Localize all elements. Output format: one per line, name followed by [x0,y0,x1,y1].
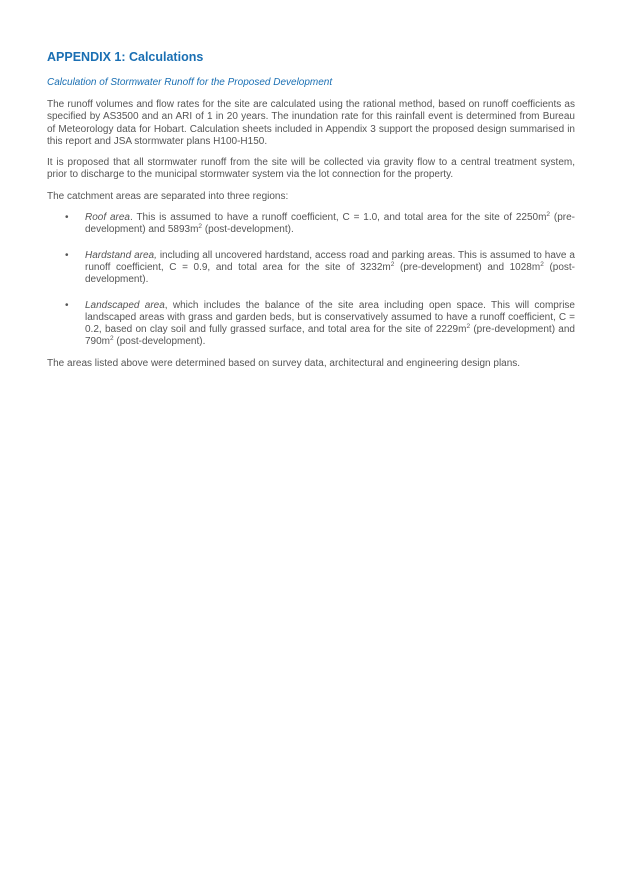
bullet-icon: • [65,299,69,311]
document-page [47,50,575,379]
bullet-text: . This is assumed to have a runoff coefficient, C = 1.0, and total area for the site of 2250m [130,212,547,224]
bullet-icon: • [65,212,69,224]
bullet-icon: • [65,249,69,261]
bullet-text: (pre-development) and 5893m [85,212,575,236]
superscript: 2 [546,211,551,219]
bullet-term: Roof area [85,212,130,224]
superscript: 2 [540,260,544,268]
paragraph-rational-method: The runoff volumes and flow rates for the site are calculated using the rational method, based on runoff coefficients as specified by AS3500 and an ARI of 1 in 20 years. The inundation rate for this rainfall event is determined from Bureau of Meteorology data for Hobart. Calculation sheets included in Appendix 3 support the proposed design summarised in this report and JSA stormwater plans H100-H150. [47,99,575,147]
superscript: 2 [110,335,114,343]
bullet-term: Landscaped area [85,299,165,311]
bullet-text: (post-development). [113,336,206,348]
bullet-text: (pre-development) and 1028m [394,261,541,273]
bullet-text: including all uncovered hardstand, access road and parking areas. This is assumed to have a runoff coefficient, C = 0.9, and total area for the site of 3232m [85,249,575,273]
bullet-text: (post-development). [202,224,294,236]
bullet-text: (post-development). [85,261,576,286]
superscript: 2 [198,223,203,231]
bullet-term: Hardstand area, [85,249,157,261]
bullet-text: , which includes the balance of the site area including open space. This will comprise landscaped areas with grass and garden beds, but is conservatively assumed to have a runoff coefficient, C = 0.2, based on clay soil and fully grassed surface, and total area for the site of 2229m [85,299,575,336]
bullet-text: (pre-development) and 790m [85,324,575,348]
list-item-hardstand-area [47,250,575,287]
paragraph-catchment-intro: The catchment areas are separated into three regions: [47,190,289,202]
paragraph-closing: The areas listed above were determined based on survey data, architectural and engineering design plans. [47,357,521,369]
catchment-list [47,212,575,349]
section-subheading: Calculation of Stormwater Runoff for the Proposed Development [47,77,333,88]
superscript: 2 [466,323,471,331]
list-item-landscaped-area [47,300,575,349]
appendix-heading: APPENDIX 1: Calculations [47,50,204,64]
list-item-roof-area [47,212,575,237]
paragraph-gravity-flow: It is proposed that all stormwater runoff from the site will be collected via gravity flow to a central treatment system, prior to discharge to the municipal stormwater system via the lot connection for the property. [47,157,575,181]
superscript: 2 [390,260,395,268]
